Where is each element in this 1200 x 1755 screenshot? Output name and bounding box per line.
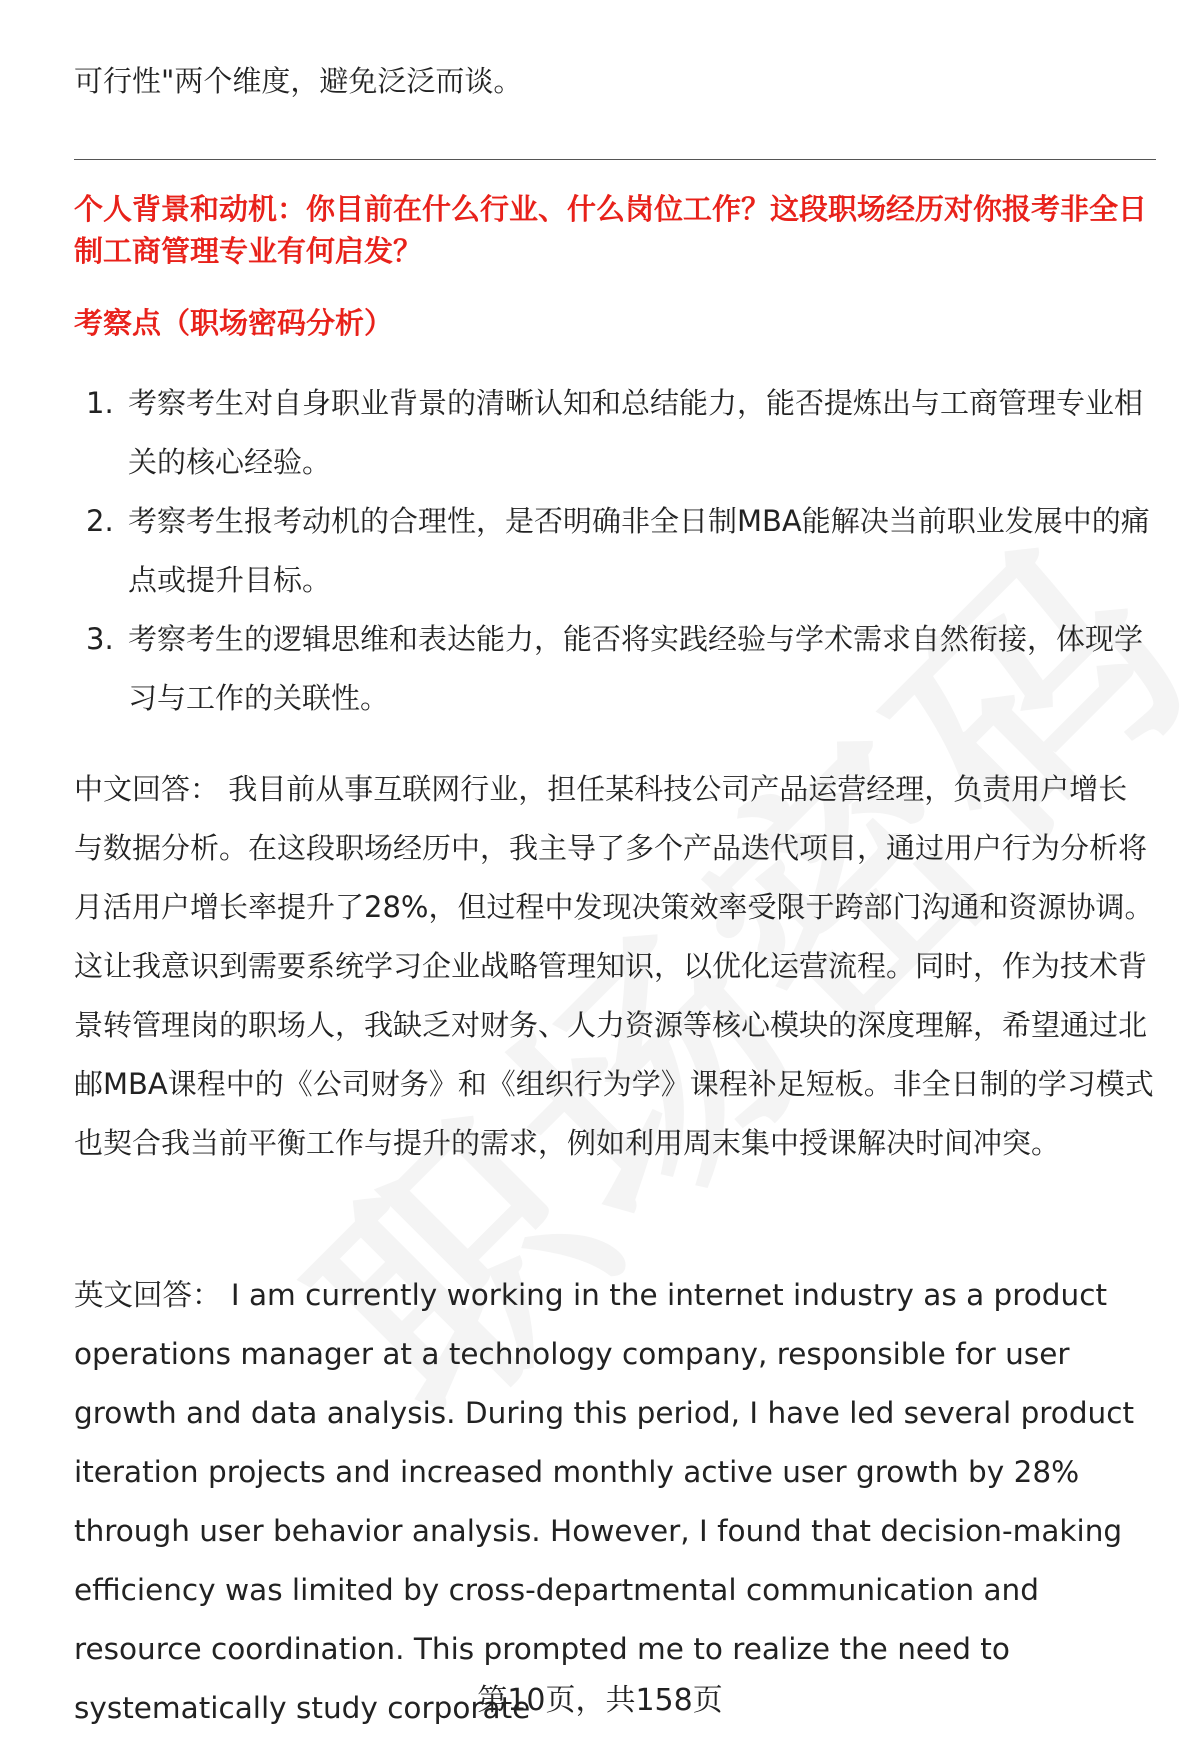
- english-answer: 英文回答： I am currently working in the internet industry as a product operations manager at a technology company, responsible for user growth and data analysis. During this period, I have led several product iteration projects and increased monthly active user growth by 28% through user behavior analysis. However, I found that decision-making efficiency was limited by cross-departmental communication and resource coordination. This prompted me to realize the need to systematically study corporate: [74, 1278, 1135, 1725]
- list-item-text: 考察考生的逻辑思维和表达能力，能否将实践经验与学术需求自然衔接，体现学习与工作的关联性。: [128, 622, 1144, 715]
- continuation-text: 可行性"两个维度，避免泛泛而谈。: [74, 64, 523, 98]
- assessment-subheading: 考察点（职场密码分析）: [74, 306, 394, 340]
- list-item-text: 考察考生对自身职业背景的清晰认知和总结能力，能否提炼出与工商管理专业相关的核心经验。: [128, 386, 1144, 479]
- list-item-number: 2.: [86, 504, 114, 538]
- list-item-number: 1.: [86, 386, 114, 420]
- list-item: [74, 374, 1156, 492]
- list-item-text: 考察考生报考动机的合理性，是否明确非全日制MBA能解决当前职业发展中的痛点或提升目标。: [128, 504, 1150, 597]
- list-item: [74, 610, 1156, 728]
- question-heading: 个人背景和动机：你目前在什么行业、什么岗位工作？这段职场经历对你报考非全日制工商管理专业有何启发？: [74, 192, 1148, 268]
- list-item: [74, 492, 1156, 610]
- page-footer: 第10页，共158页: [477, 1683, 723, 1718]
- assessment-points-list: [74, 374, 1156, 728]
- list-item-number: 3.: [86, 622, 114, 656]
- chinese-answer: 中文回答： 我目前从事互联网行业，担任某科技公司产品运营经理，负责用户增长与数据分析。在这段职场经历中，我主导了多个产品迭代项目，通过用户行为分析将月活用户增长率提升了28%，但过程中发现决策效率受限于跨部门沟通和资源协调。这让我意识到需要系统学习企业战略管理知识，以优化运营流程。同时，作为技术背景转管理岗的职场人，我缺乏对财务、人力资源等核心模块的深度理解，希望通过北邮MBA课程中的《公司财务》和《组织行为学》课程补足短板。非全日制的学习模式也契合我当前平衡工作与提升的需求，例如利用周末集中授课解决时间冲突。: [74, 772, 1154, 1160]
- section-divider: [74, 159, 1156, 160]
